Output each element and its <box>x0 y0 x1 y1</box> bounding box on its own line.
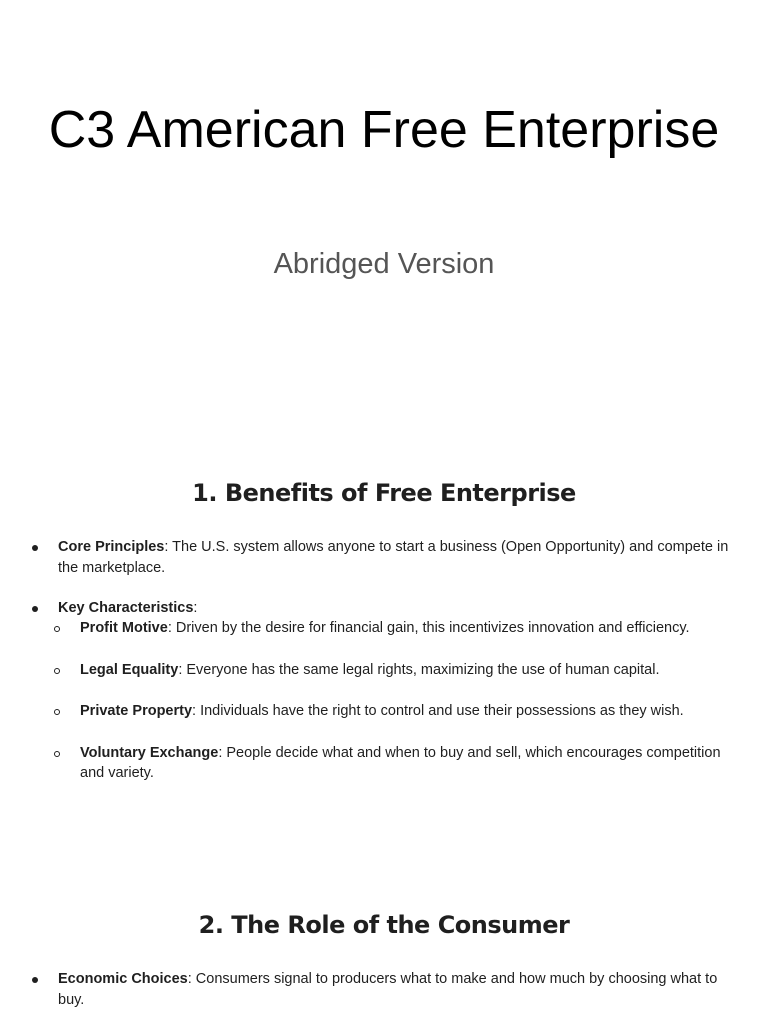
document-title: C3 American Free Enterprise <box>48 101 720 159</box>
item-term: Core Principles <box>58 539 165 555</box>
item-text: : Consumers signal to producers what to make and how much by choosing what to buy. <box>58 971 718 1008</box>
sub-item-legal-equality <box>0 660 768 681</box>
item-text: : <box>193 600 198 616</box>
hollow-bullet-icon <box>54 626 60 632</box>
bullet-icon <box>32 606 38 612</box>
item-text: : Everyone has the same legal rights, maximizing the use of human capital. <box>178 661 660 678</box>
list-item-economic-choices <box>0 969 768 1010</box>
consumer-list <box>0 969 768 1010</box>
sub-item-voluntary-exchange <box>0 743 768 784</box>
hollow-bullet-icon <box>54 668 60 674</box>
characteristics-sublist <box>0 618 768 784</box>
item-text: : Individuals have the right to control and use their possessions as they wish. <box>192 703 684 719</box>
hollow-bullet-icon <box>54 751 60 757</box>
bullet-icon <box>32 977 38 983</box>
hollow-bullet-icon <box>54 709 60 715</box>
item-text: : The U.S. system allows anyone to start a business (Open Opportunity) and compete in the marketplace. <box>58 539 729 576</box>
section-heading-benefits: 1. Benefits of Free Enterprise <box>192 479 576 507</box>
bullet-icon <box>32 545 38 551</box>
sub-item-private-property <box>0 701 768 722</box>
list-item-key-characteristics <box>0 598 768 619</box>
document-subtitle: Abridged Version <box>273 248 495 280</box>
item-term: Private Property <box>80 703 193 719</box>
sub-item-profit-motive <box>0 618 768 639</box>
item-term: Key Characteristics <box>58 600 194 616</box>
item-term: Economic Choices <box>58 971 188 987</box>
section-heading-consumer: 2. The Role of the Consumer <box>198 911 570 939</box>
item-text: : Driven by the desire for financial gain, this incentivizes innovation and efficiency. <box>167 620 690 636</box>
item-text: : People decide what and when to buy and sell, which encourages competition and variety. <box>80 744 721 781</box>
item-term: Profit Motive <box>80 620 168 636</box>
benefits-list <box>0 537 768 619</box>
item-term: Voluntary Exchange <box>80 744 219 761</box>
item-term: Legal Equality <box>80 661 179 678</box>
list-item-core-principles <box>0 537 768 578</box>
